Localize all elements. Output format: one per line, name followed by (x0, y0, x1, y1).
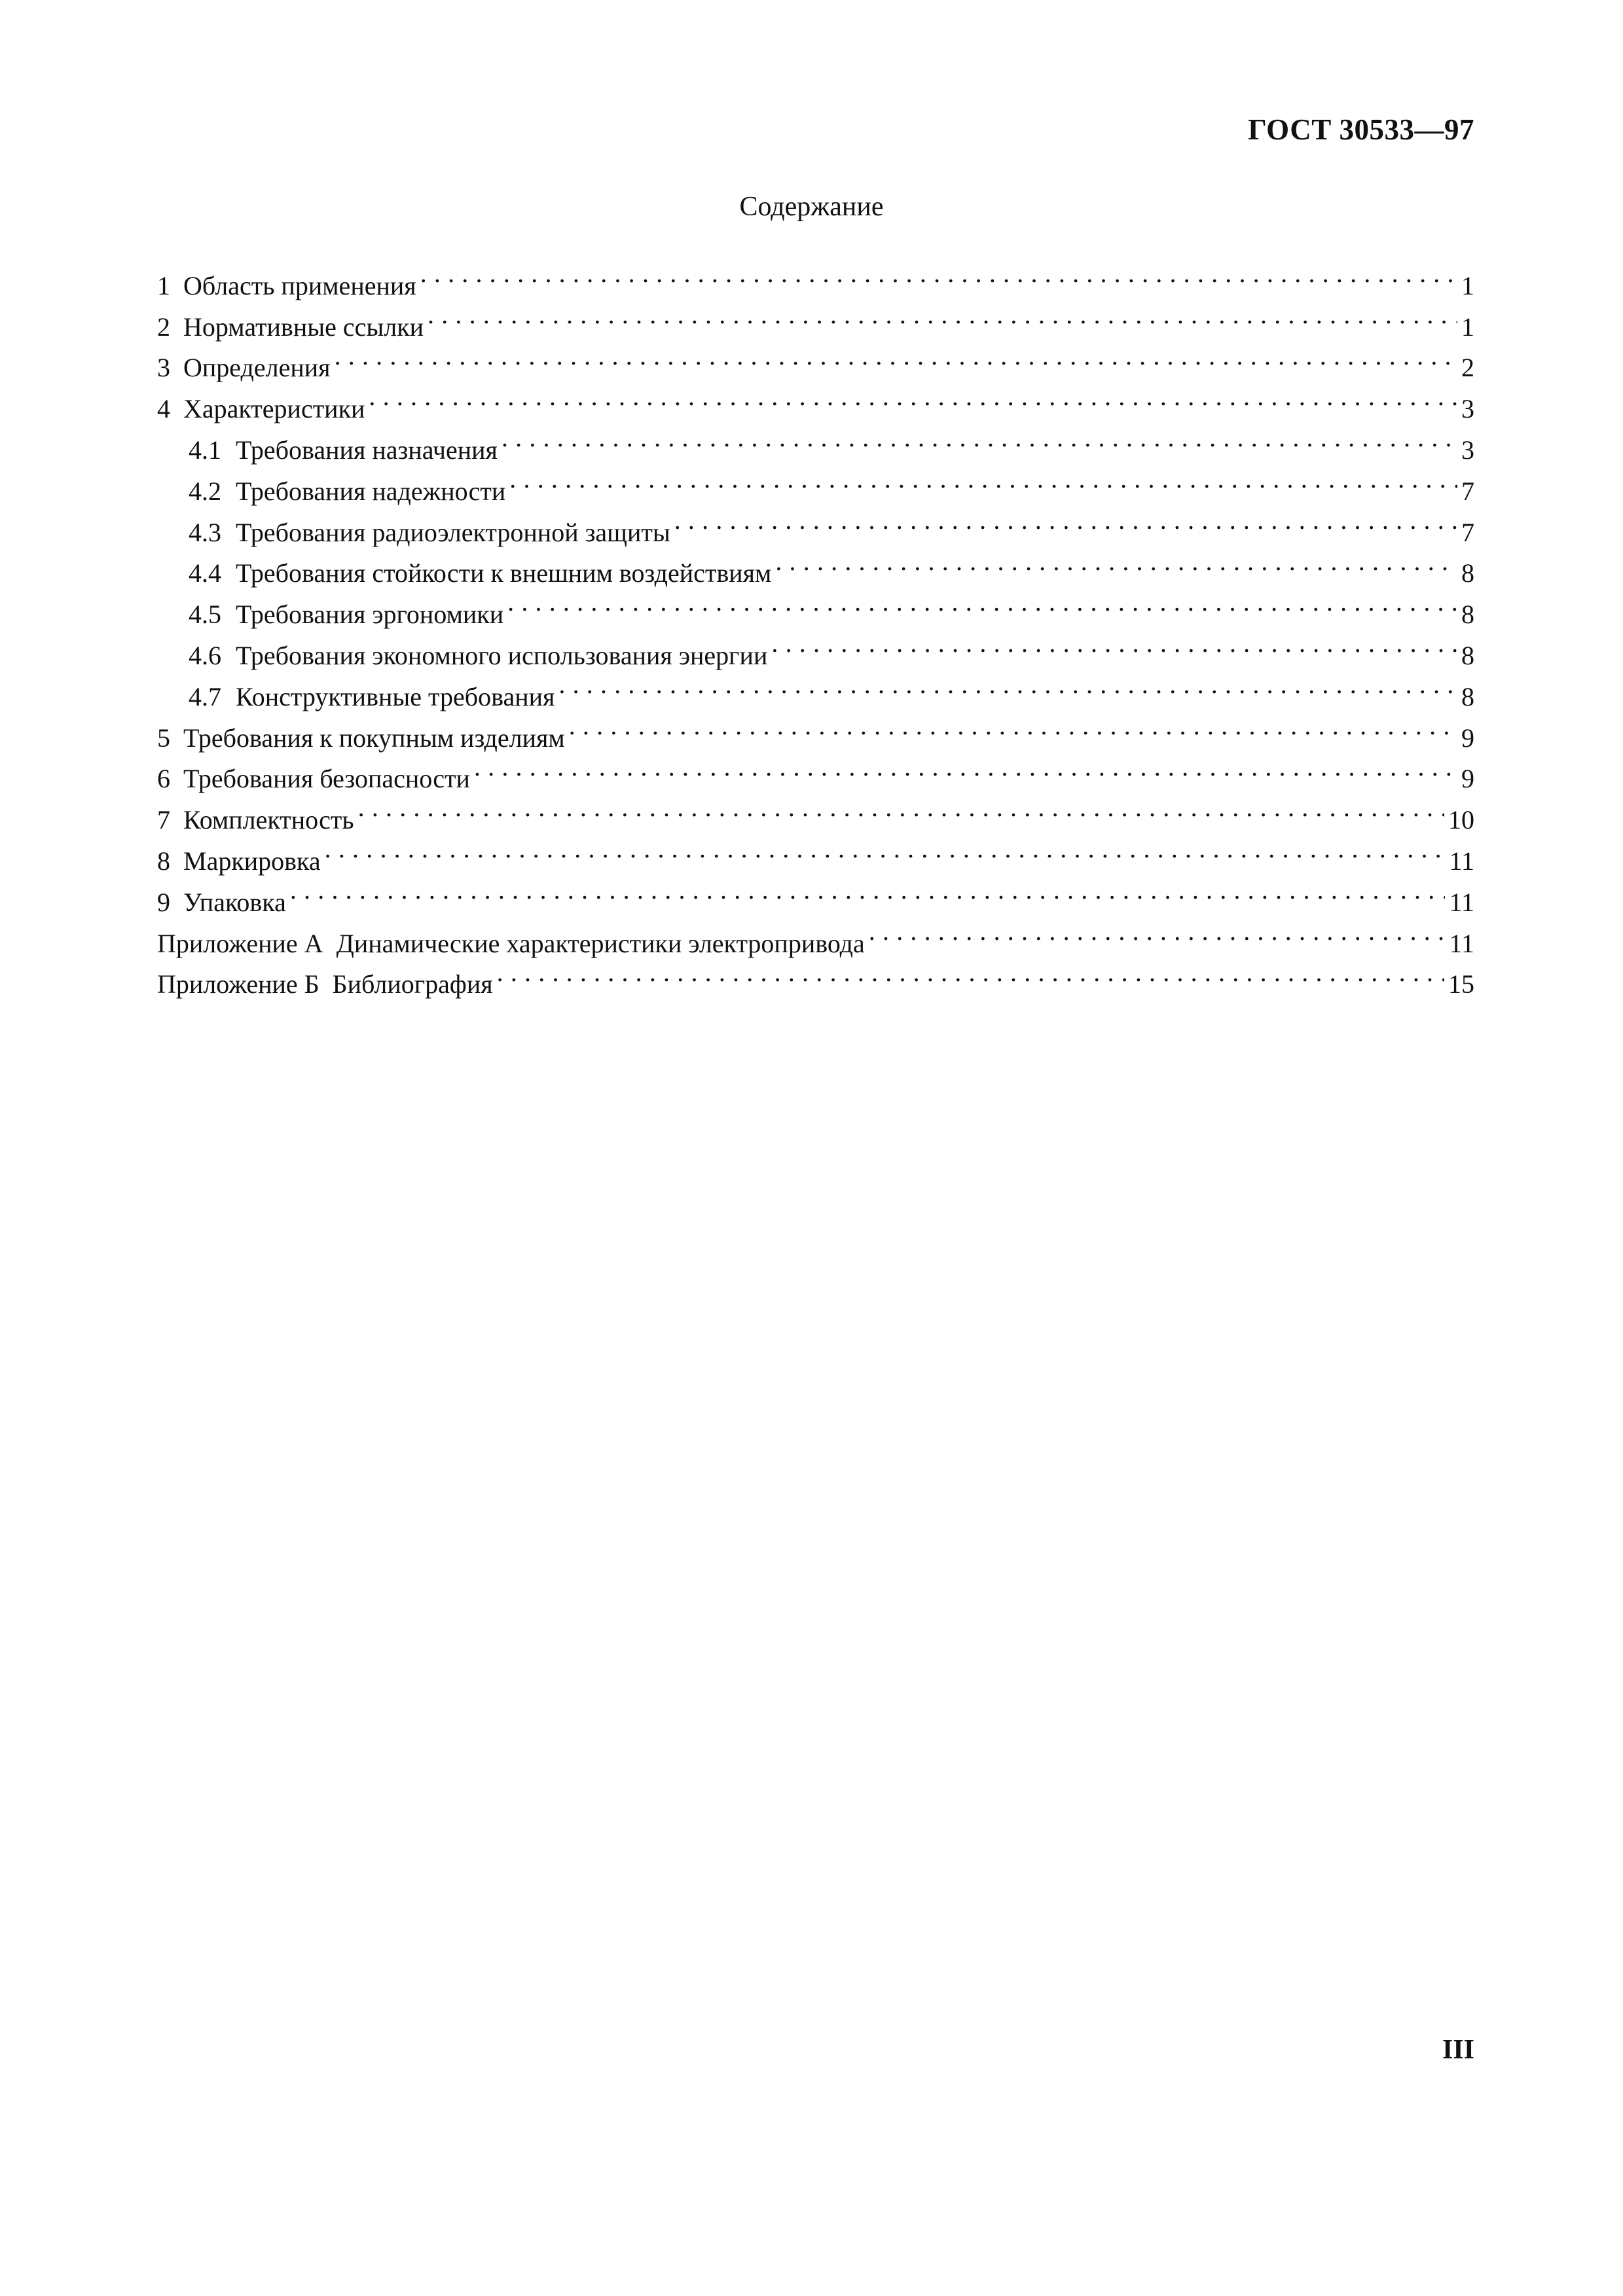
toc-entry-number: Приложение Б (157, 969, 319, 999)
toc-entry-number: 2 (157, 312, 170, 342)
toc-entry-8[interactable] (157, 829, 1474, 876)
toc-entry-label: Маркировка (183, 846, 321, 876)
toc-entry-page: 7 (1461, 476, 1474, 506)
toc-entry-page: 9 (1461, 764, 1474, 794)
toc-leader-dots (497, 952, 1444, 994)
toc-entry-9[interactable] (157, 870, 1474, 917)
toc-entry-label: Упаковка (183, 887, 286, 917)
toc-entry-page: 11 (1449, 887, 1474, 917)
toc-entry-4[interactable] (157, 376, 1474, 424)
toc-entry-label: Требования к покупным изделиям (183, 723, 565, 753)
toc-entry-number: 1 (157, 270, 170, 300)
toc-leader-dots (509, 459, 1457, 500)
toc-entry-label: Определения (183, 353, 331, 383)
document-code: ГОСТ 30533—97 (1248, 113, 1474, 146)
toc-entry-page: 8 (1461, 600, 1474, 630)
toc-entry-label: Область применения (183, 270, 416, 300)
page-number: III (1442, 2035, 1474, 2065)
toc-entry-label: Требования экономного использования энергии (236, 640, 768, 670)
toc-entry-page: 3 (1461, 435, 1474, 465)
toc-leader-dots (335, 336, 1457, 377)
toc-entry-number: 4.6 (189, 640, 221, 670)
toc-leader-dots (290, 870, 1446, 911)
toc-entry-number: 4.7 (189, 681, 221, 711)
toc-entry-number: 7 (157, 805, 170, 835)
toc-leader-dots (771, 623, 1457, 664)
toc-entry-number: 4.5 (189, 600, 221, 630)
table-of-contents (157, 253, 1474, 999)
toc-entry-label: Библиография (332, 969, 493, 999)
toc-leader-dots (358, 787, 1444, 829)
toc-entry-label: Требования назначения (236, 435, 498, 465)
toc-entry-page: 15 (1448, 969, 1474, 999)
toc-entry-number: Приложение А (157, 928, 323, 958)
toc-leader-dots (325, 829, 1446, 870)
toc-leader-dots (569, 706, 1457, 747)
toc-leader-dots (775, 541, 1457, 583)
toc-entry-number: 9 (157, 887, 170, 917)
toc-entry-page: 8 (1461, 640, 1474, 670)
toc-entry-label: Требования эргономики (236, 600, 504, 630)
toc-leader-dots (428, 295, 1457, 336)
toc-entry-number: 4.3 (189, 517, 221, 547)
toc-entry-page: 1 (1461, 270, 1474, 300)
toc-leader-dots (369, 376, 1457, 418)
toc-entry-number: 8 (157, 846, 170, 876)
toc-entry-page: 2 (1461, 353, 1474, 383)
toc-entry-number: 4.1 (189, 435, 221, 465)
toc-leader-dots (507, 582, 1457, 623)
toc-leader-dots (869, 911, 1446, 952)
toc-entry-appendix-a[interactable] (157, 911, 1474, 958)
toc-entry-number: 4.2 (189, 476, 221, 506)
toc-entry-page: 11 (1449, 846, 1474, 876)
toc-entry-label: Требования безопасности (183, 764, 470, 794)
toc-entry-page: 1 (1461, 312, 1474, 342)
toc-entry-label: Динамические характеристики электропривода (336, 928, 865, 958)
toc-leader-dots (420, 253, 1457, 295)
toc-entry-page: 7 (1461, 517, 1474, 547)
toc-entry-label: Требования стойкости к внешним воздействиям (236, 558, 772, 588)
toc-entry-label: Конструктивные требования (236, 681, 555, 711)
toc-entry-1[interactable] (157, 253, 1474, 300)
toc-entry-page: 11 (1449, 928, 1474, 958)
toc-leader-dots (558, 664, 1457, 706)
toc-entry-label: Требования радиоэлектронной защиты (236, 517, 670, 547)
toc-leader-dots (501, 418, 1457, 459)
toc-leader-dots (674, 500, 1457, 541)
toc-entry-number: 6 (157, 764, 170, 794)
toc-title: Содержание (739, 192, 884, 222)
toc-entry-label: Нормативные ссылки (183, 312, 424, 342)
toc-entry-label: Требования надежности (236, 476, 506, 506)
toc-entry-label: Характеристики (183, 394, 365, 424)
toc-entry-page: 10 (1448, 805, 1474, 835)
toc-entry-number: 3 (157, 353, 170, 383)
toc-entry-number: 5 (157, 723, 170, 753)
toc-entry-page: 8 (1461, 681, 1474, 711)
toc-entry-page: 3 (1461, 394, 1474, 424)
toc-leader-dots (474, 747, 1457, 788)
toc-entry-label: Комплектность (183, 805, 354, 835)
toc-entry-number: 4 (157, 394, 170, 424)
toc-entry-page: 9 (1461, 723, 1474, 753)
toc-entry-3[interactable] (157, 336, 1474, 383)
toc-entry-page: 8 (1461, 558, 1474, 588)
toc-entry-number: 4.4 (189, 558, 221, 588)
